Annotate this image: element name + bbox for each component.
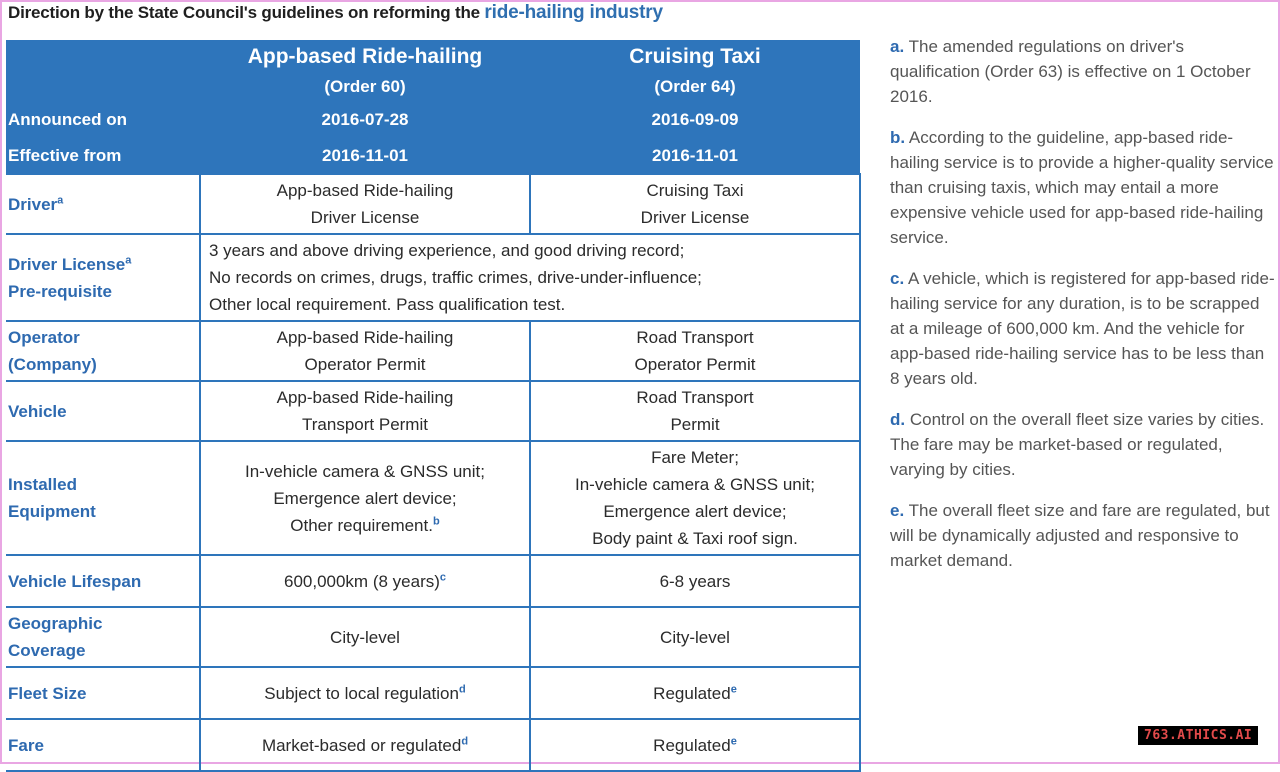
- row-label: Driver License$^a$ Pre-requisite: [6, 234, 200, 321]
- row-label: Driver$^a$: [6, 174, 200, 234]
- cell-app: Market-based or regulated$^d$: [200, 719, 530, 771]
- watermark: 763.ATHICS.AI: [1138, 726, 1258, 745]
- row-driver: [6, 174, 860, 234]
- col-title-app: App-based Ride-hailing: [200, 40, 530, 72]
- row-equipment: [6, 441, 860, 555]
- row-operator: [6, 321, 860, 381]
- announced-taxi: 2016-09-09: [530, 102, 860, 138]
- announced-label: Announced on: [6, 102, 200, 138]
- cell-app: Subject to local regulation$^d$: [200, 667, 530, 719]
- row-label: Fare: [6, 719, 200, 771]
- effective-label: Effective from: [6, 138, 200, 174]
- footnote-b: b. According to the guideline, app-based ride-hailing service is to provide a higher-quality service than cruising taxis, which may entail a more expensive vehicle used for app-based ride-hailing service.: [890, 128, 1274, 247]
- cell-taxi: Regulated$^e$: [530, 719, 860, 771]
- cell-app: City-level: [200, 607, 530, 667]
- cell-taxi: Regulated$^e$: [530, 667, 860, 719]
- row-label: Operator (Company): [6, 321, 200, 381]
- row-label: Installed Equipment: [6, 441, 200, 555]
- cell-app: In-vehicle camera & GNSS unit; Emergence alert device; Other requirement.$^b$: [200, 441, 530, 555]
- cell-app: App-based Ride-hailing Operator Permit: [200, 321, 530, 381]
- regulation-table: [6, 40, 861, 772]
- effective-app: 2016-11-01: [200, 138, 530, 174]
- cell-license-text: 3 years and above driving experience, and good driving record; No records on crimes, drugs, traffic crimes, drive-under-influence; Other local requirement. Pass qualification test.: [200, 234, 860, 321]
- row-coverage: [6, 607, 860, 667]
- footnote-d: d. Control on the overall fleet size varies by cities. The fare may be market-based or regulated, varying by cities.: [890, 410, 1265, 479]
- row-lifespan: [6, 555, 860, 607]
- cell-app: App-based Ride-hailing Transport Permit: [200, 381, 530, 441]
- row-fleet: [6, 667, 860, 719]
- row-label: Geographic Coverage: [6, 607, 200, 667]
- row-label: Vehicle Lifespan: [6, 555, 200, 607]
- footnote-c: c. A vehicle, which is registered for app-based ride-hailing service for any duration, is to be scrapped at a mileage of 600,000 km. And the vehicle for app-based ride-hailing service has to be less than 8 years old.: [890, 269, 1275, 388]
- col-title-taxi: Cruising Taxi: [530, 40, 860, 72]
- cell-app: 600,000km (8 years)$^c$: [200, 555, 530, 607]
- cell-taxi: Road Transport Operator Permit: [530, 321, 860, 381]
- col-order-taxi: (Order 64): [530, 72, 860, 102]
- cell-taxi: Road Transport Permit: [530, 381, 860, 441]
- col-order-app: (Order 60): [200, 72, 530, 102]
- footnote-e: e. The overall fleet size and fare are regulated, but will be dynamically adjusted and responsive to market demand.: [890, 501, 1270, 570]
- cell-taxi: Cruising Taxi Driver License: [530, 174, 860, 234]
- row-license: [6, 234, 860, 321]
- announced-app: 2016-07-28: [200, 102, 530, 138]
- row-vehicle: [6, 381, 860, 441]
- cell-taxi: City-level: [530, 607, 860, 667]
- footnote-a: a. The amended regulations on driver's qualification (Order 63) is effective on 1 October 2016.: [890, 37, 1251, 106]
- footnotes: [890, 34, 1275, 589]
- cell-taxi: 6-8 years: [530, 555, 860, 607]
- page-title: [8, 2, 663, 24]
- effective-taxi: 2016-11-01: [530, 138, 860, 174]
- cell-app: App-based Ride-hailing Driver License: [200, 174, 530, 234]
- title-highlight: ride-hailing industry: [484, 2, 663, 23]
- row-fare: [6, 719, 860, 771]
- row-label: Vehicle: [6, 381, 200, 441]
- row-label: Fleet Size: [6, 667, 200, 719]
- cell-taxi: Fare Meter; In-vehicle camera & GNSS unit; Emergence alert device; Body paint & Taxi roof sign.: [530, 441, 860, 555]
- title-text: Direction by the State Council's guidelines on reforming the: [8, 3, 480, 22]
